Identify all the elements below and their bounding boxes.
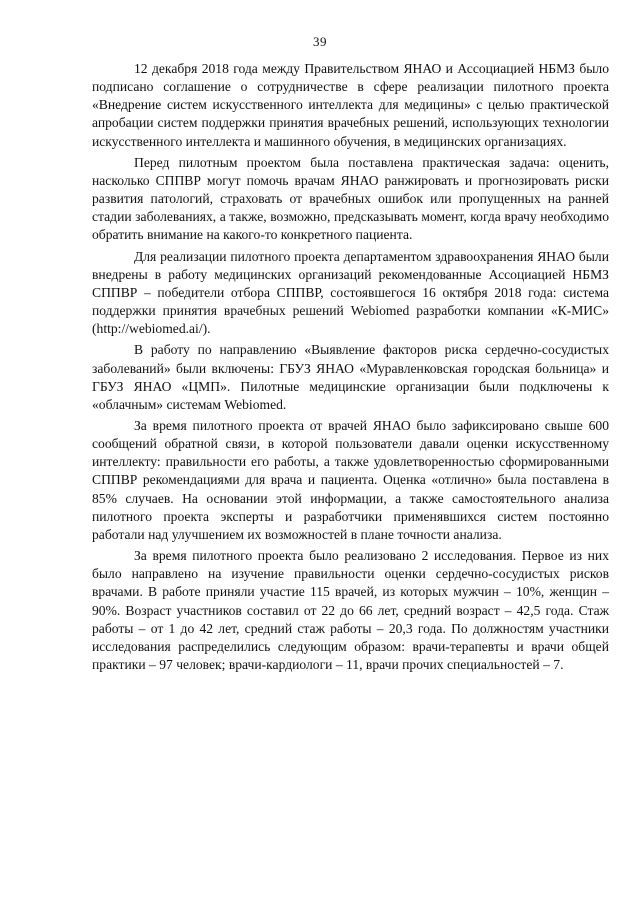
page-number: 39 [313, 34, 327, 49]
paragraph-feedback: За время пилотного проекта от врачей ЯНАО было зафиксировано свыше 600 сообщений обратной связи, в которой пользователи давали оценки искусственному интеллекту: правильности его работы, а также удовлетворенностью сформированными СППВР рекомендациями для врача и пациента. Оценка «отлично» была поставлена в 85% случаев. На основании этой информации, а также самостоятельного анализа пилотного проекта эксперты и разработчики применявшихся систем постоянно работали над улучшением их возможностей в плане точности анализа. [92, 417, 609, 542]
paragraph-implementation: Для реализации пилотного проекта департаментом здравоохранения ЯНАО были внедрены в работу медицинских организаций рекомендованные Ассоциацией НБМЗ СППВР – победители отбора СППВР, состоявшегося 16 октября 2018 года: система поддержки принятия врачебных решений Webiomed разработки компании «К-МИС» (http://webiomed.ai/). [92, 248, 609, 337]
paragraph-agreement: 12 декабря 2018 года между Правительством ЯНАО и Ассоциацией НБМЗ было подписано соглашение о сотрудничестве в сфере реализации пилотного проекта «Внедрение систем искусственного интеллекта для медицины» с целью практической апробации систем поддержки принятия врачебных решений, использующих технологии искусственного интеллекта и машинного обучения, в медицинских организациях. [92, 61, 609, 149]
paragraph-studies: За время пилотного проекта было реализовано 2 исследования. Первое из них было направлено на изучение правильности оценки сердечно-сосудистых рисков врачами. В работе приняли участие 115 врачей, из которых мужчин – 10%, женщин – 90%. Возраст участников составил от 22 до 66 лет, средний возраст – 42,5 года. Стаж работы – от 1 до 42 лет, средний стаж работы – 20,3 года. По должностям участники исследования распределились следующим образом: врачи-терапевты и врачи общей практики – 97 человек; врачи-кардиологи – 11, врачи прочих специальностей – 7. [92, 548, 609, 672]
paragraph-participants: В работу по направлению «Выявление факторов риска сердечно-сосудистых заболеваний» были включены: ГБУЗ ЯНАО «Муравленковская городская больница» и ГБУЗ ЯНАО «ЦМП». Пилотные медицинские организации были подключены к «облачным» системам Webiomed. [92, 342, 609, 412]
paragraph-task: Перед пилотным проектом была поставлена практическая задача: оценить, насколько СППВР могут помочь врачам ЯНАО ранжировать и прогнозировать риски развития патологий, страховать от врачебных ошибок или пропущенных на ранней стадии заболеваниях, а также, возможно, предсказывать момент, когда врачу необходимо обратить внимание на какого-то конкретного пациента. [92, 154, 609, 243]
document-body [92, 60, 609, 674]
